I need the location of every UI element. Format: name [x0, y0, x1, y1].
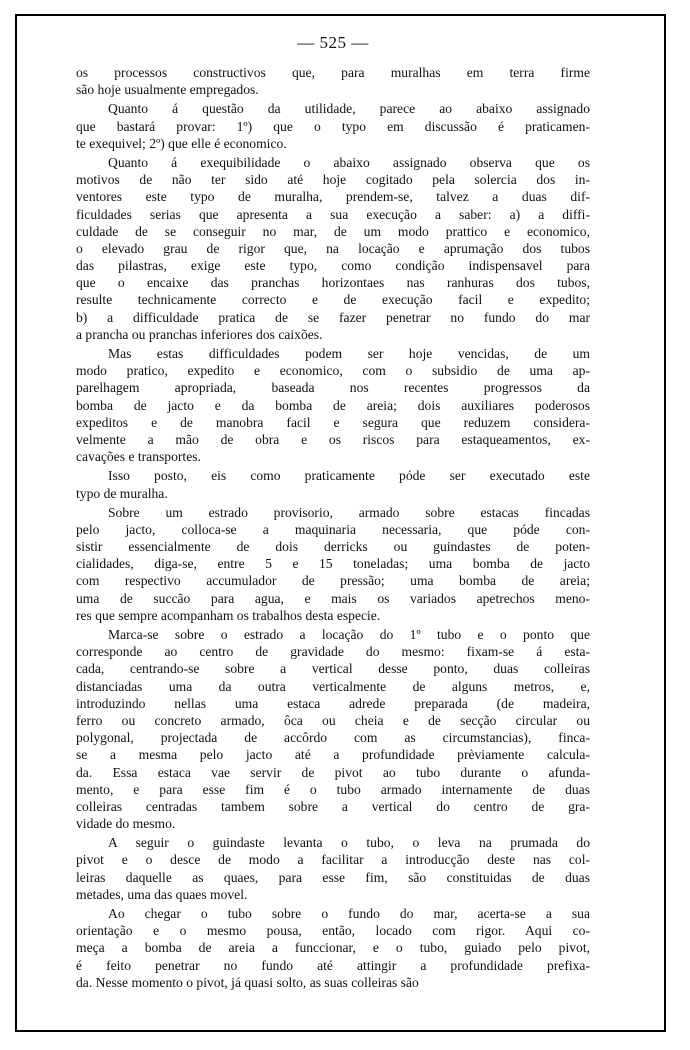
text-line: sistir essencialmente de dois derricks ou guindastes de poten- — [76, 539, 590, 555]
text-line: uma de succão para agua, e mais os variados apetrechos meno- — [76, 590, 590, 606]
text-line: são hoje usualmente empregados. — [76, 82, 259, 98]
text-line: Isso posto, eis como praticamente póde ser executado este — [108, 468, 590, 484]
text-line: orientação e o mesmo pousa, então, locado com rigor. Aqui co- — [76, 923, 590, 939]
text-line: b) a difficuldade pratica de se fazer penetrar no fundo do mar — [76, 309, 590, 325]
text-line: Sobre um estrado provisorio, armado sobre estacas fincadas — [108, 504, 590, 520]
paragraph — [76, 834, 590, 903]
paragraph — [76, 626, 590, 832]
text-line: ferro ou concreto armado, ôca ou cheia e de secção circular ou — [76, 712, 590, 728]
text-line: metades, uma das quaes movel. — [76, 886, 248, 902]
text-line: cavações e transportes. — [76, 449, 201, 465]
text-line: os processos constructivos que, para muralhas em terra firme — [76, 65, 590, 80]
text-line: polygonal, projectada de accôrdo com as circumstancias), finca- — [76, 730, 590, 746]
text-line: meça a bomba de areia a funccionar, e o tubo, guiado pelo pivot, — [76, 940, 590, 956]
text-line: distanciadas uma da outra verticalmente de alguns metros, e, — [76, 678, 590, 694]
text-line: Quanto á exequibilidade o abaixo assignado observa que os — [108, 154, 590, 170]
text-line: colleiras centradas tambem sobre a vertical do centro de gra- — [76, 798, 590, 814]
paragraph — [76, 504, 590, 624]
body-text — [76, 64, 590, 991]
text-line: resulte technicamente correcto e de execução facil e expedito; — [76, 292, 590, 308]
text-line: se a mesma pelo jacto até a profundidade prèviamente calcula- — [76, 747, 590, 763]
text-line: pivot e o desce de modo a facilitar a introducção deste nas col- — [76, 852, 590, 868]
text-line: da. Nesse momento o pivot, já quasi solto, as suas colleiras são — [76, 974, 419, 990]
text-line: das pilastras, exige este typo, como condição indispensavel para — [76, 258, 590, 274]
text-line: modo pratico, expedito e economico, com o subsidio de uma ap- — [76, 363, 590, 379]
text-line: res que sempre acompanham os trabalhos desta especie. — [76, 607, 381, 623]
text-line: leiras daquelle as quaes, para esse fim, são constituidas de duas — [76, 869, 590, 885]
text-line: cada, centrando-se sobre a vertical desse ponto, duas colleiras — [76, 661, 590, 677]
text-line: vidade do mesmo. — [76, 816, 176, 832]
text-line: introduzindo nellas uma estaca adrede preparada (de madeira, — [76, 695, 590, 711]
text-line: é feito penetrar no fundo até attingir a profundidade prefixa- — [76, 957, 590, 973]
text-line: que bastará provar: 1º) que o typo em discussão é praticamen- — [76, 118, 590, 134]
text-line: corresponde ao centro de gravidade do mesmo: fixam-se á esta- — [76, 644, 590, 660]
text-line: A seguir o guindaste levanta o tubo, o leva na prumada do — [108, 835, 590, 851]
text-line: Ao chegar o tubo sobre o fundo do mar, acerta-se a sua — [108, 906, 590, 921]
text-line: velmente a mão de obra e os riscos para estaqueamentos, ex- — [76, 431, 590, 447]
paragraph — [76, 154, 590, 343]
text-line: Mas estas difficuldades podem ser hoje vencidas, de um — [108, 346, 590, 361]
text-line: Quanto á questão da utilidade, parece ao abaixo assignado — [108, 101, 590, 117]
text-line: ventores este typo de muralha, prendem-se, talvez a duas dif- — [76, 189, 590, 205]
text-line: ficuldades serias que apresenta a sua execução a saber: a) a diffi- — [76, 206, 590, 222]
paragraph — [76, 467, 590, 501]
text-line: o elevado grau de rigor que, na locação e aprumação dos tubos — [76, 240, 590, 256]
text-line: typo de muralha. — [76, 485, 168, 501]
paragraph — [76, 345, 590, 465]
text-line: que o encaixe das pranchas horizontaes nas ranhuras dos tubos, — [76, 275, 590, 291]
text-line: cialidades, diga-se, entre 5 e 15 toneladas; uma bomba de jacto — [76, 556, 590, 572]
text-line: culdade de se conseguir no mar, de um modo prattico e economico, — [76, 223, 590, 239]
text-line: te exequivel; 2º) que elle é economico. — [76, 135, 287, 151]
text-line: a prancha ou pranchas inferiores dos caixões. — [76, 326, 323, 342]
text-line: da. Essa estaca vae servir de pivot ao tubo durante o afunda- — [76, 764, 590, 780]
paragraph — [76, 64, 590, 98]
text-line: pelo jacto, colloca-se a maquinaria necessaria, que póde con- — [76, 521, 590, 537]
text-line: parelhagem apropriada, baseada nos recentes progressos da — [76, 380, 590, 396]
text-line: com respectivo accumulador de pressão; uma bomba de areia; — [76, 573, 590, 589]
paragraph — [76, 100, 590, 152]
text-line: mento, e para esse fim é o tubo armado internamente de duas — [76, 781, 590, 797]
text-line: motivos de não ter sido até hoje cogitado pela solercia dos in- — [76, 172, 590, 188]
text-line: bomba de jacto e da bomba de areia; dois auxiliares poderosos — [76, 397, 590, 413]
text-line: expeditos e de manobra facil e segura que reduzem considera- — [76, 414, 590, 430]
text-line: Marca-se sobre o estrado a locação do 1º tubo e o ponto que — [108, 627, 590, 642]
page-number: — 525 — — [297, 33, 369, 52]
document-page — [76, 26, 590, 991]
paragraph — [76, 905, 590, 991]
